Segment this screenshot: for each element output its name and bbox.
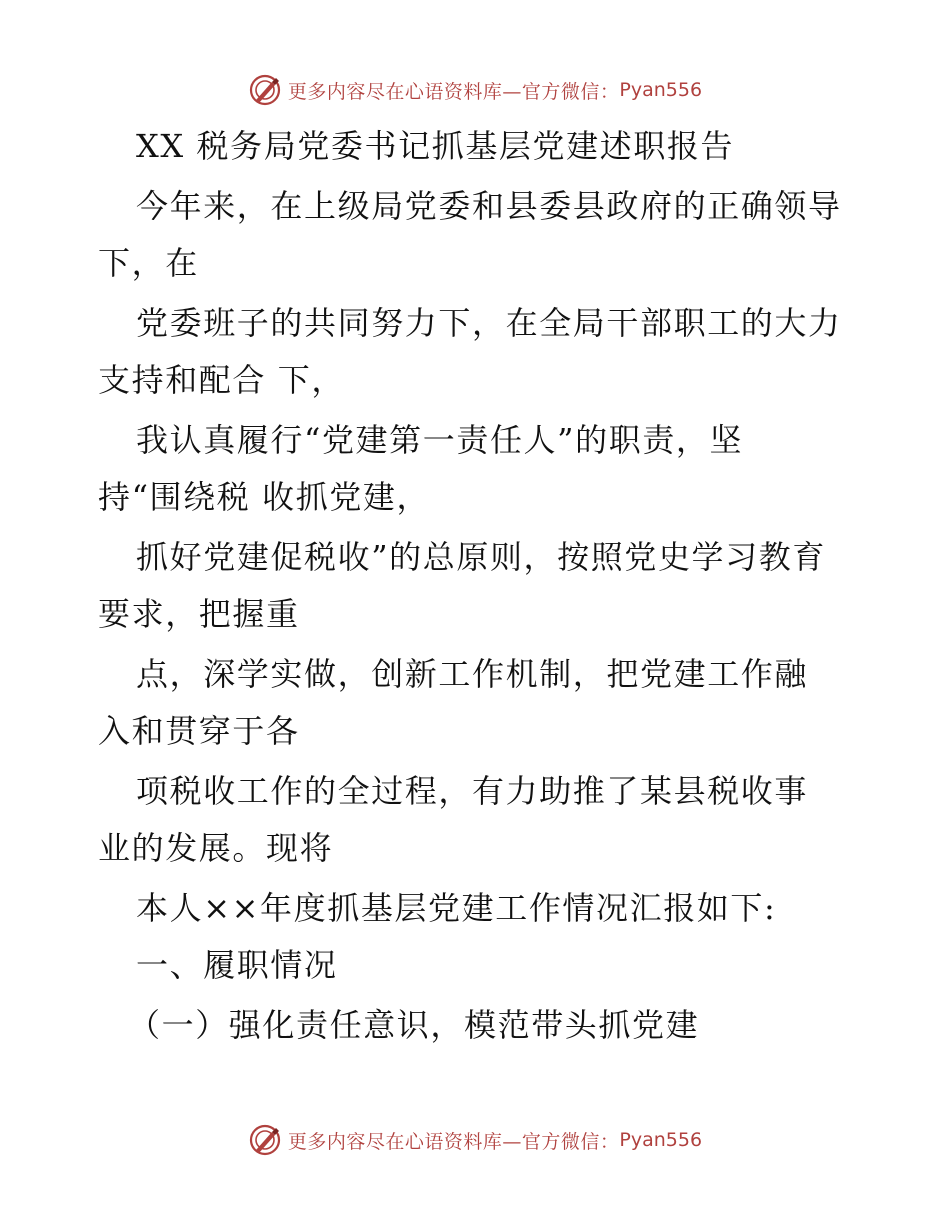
watermark-text: 更多内容尽在心语资料库—官方微信： [287, 1130, 620, 1153]
watermark-handle: Pyan556 [619, 79, 703, 101]
paragraph-line: 下，在 [98, 244, 199, 282]
paragraph-line: 项税收工作的全过程，有力助推了某县税收事 [136, 772, 809, 810]
paragraph-line: 支持和配合 下， [98, 361, 345, 399]
pen-logo-icon [248, 73, 282, 107]
paragraph-line: 业的发展。现将 [98, 829, 334, 867]
paragraph-line: 点，深学实做，创新工作机制，把党建工作融 [136, 655, 809, 693]
footer-watermark [0, 1120, 950, 1160]
subsection-heading: （一）强化责任意识，模范带头抓党建 [128, 1006, 700, 1044]
paragraph-line: 要求，把握重 [98, 595, 300, 633]
watermark-handle: Pyan556 [619, 1129, 703, 1151]
paragraph-line: 我认真履行“党建第一责任人”的职责，坚 [136, 421, 744, 459]
document-title: XX 税务局党委书记抓基层党建述职报告 [136, 127, 735, 165]
paragraph-line: 抓好党建促税收”的总原则，按照党史学习教育 [136, 538, 826, 576]
header-watermark [0, 70, 950, 110]
pen-logo-icon [248, 1123, 282, 1157]
section-heading: 一、履职情况 [136, 946, 338, 984]
paragraph-line: 党委班子的共同努力下，在全局干部职工的大力 [136, 304, 842, 342]
watermark-text: 更多内容尽在心语资料库—官方微信： [287, 80, 620, 103]
paragraph-line: 入和贯穿于各 [98, 712, 300, 750]
paragraph-line: 本人××年度抓基层党建工作情况汇报如下: [136, 889, 777, 927]
paragraph-line: 今年来，在上级局党委和县委县政府的正确领导 [136, 187, 842, 225]
paragraph-line: 持“围绕税 收抓党建， [98, 478, 431, 516]
